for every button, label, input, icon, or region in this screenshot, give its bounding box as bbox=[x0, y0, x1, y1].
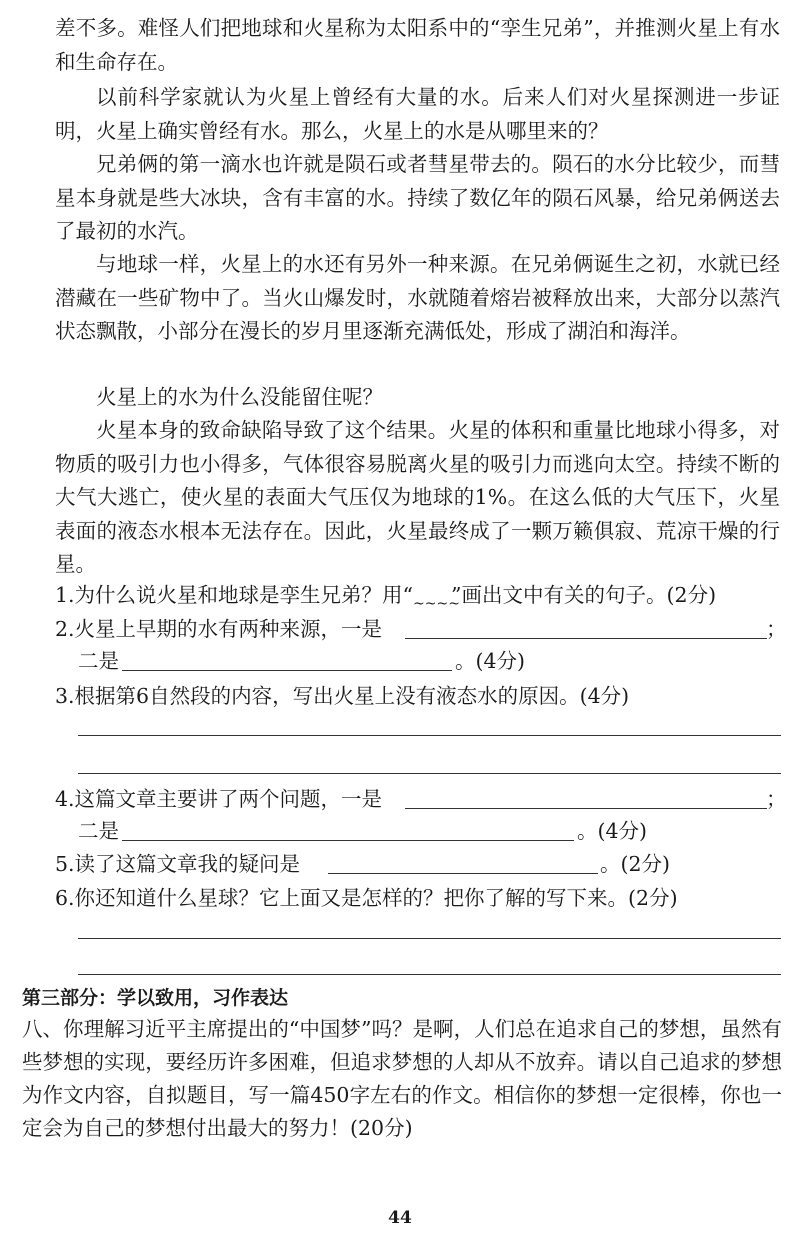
passage-paragraph-1: 以前科学家就认为火星上曾经有大量的水。后来人们对火星探测进一步证明，火星上确实曾经有水。那么，火星上的水是从哪里来的？ bbox=[55, 85, 780, 143]
essay-prompt bbox=[22, 1013, 782, 1145]
answer-blank-q4-b[interactable] bbox=[122, 840, 574, 841]
question-4-line-2: 二是 bbox=[78, 819, 119, 843]
question-2-line-2: 二是 bbox=[78, 649, 119, 673]
answer-line-q3-2[interactable] bbox=[78, 773, 781, 774]
answer-line-q6-1[interactable] bbox=[78, 938, 781, 939]
answer-line-q6-2[interactable] bbox=[78, 974, 781, 975]
q4-score: 。(4分) bbox=[577, 819, 648, 843]
question-4-line-1: 4.这篇文章主要讲了两个问题，一是 bbox=[55, 787, 383, 811]
q2-semicolon: ； bbox=[766, 617, 787, 641]
wavy-underline-icon: ~~~~ bbox=[413, 596, 460, 612]
q2-score: 。(4分) bbox=[455, 649, 526, 673]
section-3-title: 第三部分：学以致用，习作表达 bbox=[22, 987, 289, 1009]
passage-paragraph-5: 火星本身的致命缺陷导致了这个结果。火星的体积和重量比地球小得多，对物质的吸引力也小得多，气体很容易脱离火星的吸引力而逃向太空。持续不断的大气大逃亡，使火星的表面大气压仅为地球的1%。在这么低的大气压下，火星表面的液态水根本无法存在。因此，火星最终成了一颗万籁俱寂、荒凉干燥的行星。 bbox=[55, 418, 780, 576]
answer-line-q3-1[interactable] bbox=[78, 735, 781, 736]
answer-blank-q5[interactable] bbox=[328, 873, 598, 874]
q4-semicolon: ； bbox=[766, 787, 787, 811]
passage-paragraph-0: 差不多。难怪人们把地球和火星称为太阳系中的“孪生兄弟”，并推测火星上有水和生命存在。 bbox=[55, 16, 780, 74]
question-6: 6.你还知道什么星球？它上面又是怎样的？把你了解的写下来。(2分) bbox=[55, 886, 678, 910]
passage-paragraph-3: 与地球一样，火星上的水还有另外一种来源。在兄弟俩诞生之初，水就已经潜藏在一些矿物中了。当火山爆发时，水就随着熔岩被释放出来，大部分以蒸汽状态飘散，小部分在漫长的岁月里逐渐充满低处，形成了湖泊和海洋。 bbox=[55, 252, 780, 343]
answer-blank-q4-a[interactable] bbox=[405, 808, 767, 809]
question-1-text-a: 1.为什么说火星和地球是孪生兄弟？用“ bbox=[55, 583, 414, 607]
page-number: 44 bbox=[388, 1208, 412, 1228]
question-2-line-1: 2.火星上早期的水有两种来源，一是 bbox=[55, 617, 383, 641]
passage-paragraph-2: 兄弟俩的第一滴水也许就是陨石或者彗星带去的。陨石的水分比较少，而彗星本身就是些大冰块，含有丰富的水。持续了数亿年的陨石风暴，给兄弟俩送去了最初的水汽。 bbox=[55, 152, 780, 243]
q5-score: 。(2分) bbox=[600, 852, 671, 876]
question-3: 3.根据第6自然段的内容，写出火星上没有液态水的原因。(4分) bbox=[55, 684, 630, 708]
question-1 bbox=[55, 580, 716, 613]
answer-blank-q2-b[interactable] bbox=[122, 670, 452, 671]
essay-prompt-text: 八、你理解习近平主席提出的“中国梦”吗？是啊，人们总在追求自己的梦想，虽然有些梦想的实现，要经历许多困难，但追求梦想的人却从不放弃。请以自己追求的梦想为作文内容，自拟题目，写一篇450字左右的作文。相信你的梦想一定很棒，你也一定会为自己的梦想付出最大的努力！(20分) bbox=[22, 1017, 782, 1140]
question-5: 5.读了这篇文章我的疑问是 bbox=[55, 852, 301, 876]
question-1-text-b: ”画出文中有关的句子。(2分) bbox=[451, 583, 717, 607]
passage-paragraph-4: 火星上的水为什么没能留住呢？ bbox=[96, 385, 383, 409]
answer-blank-q2-a[interactable] bbox=[405, 638, 767, 639]
